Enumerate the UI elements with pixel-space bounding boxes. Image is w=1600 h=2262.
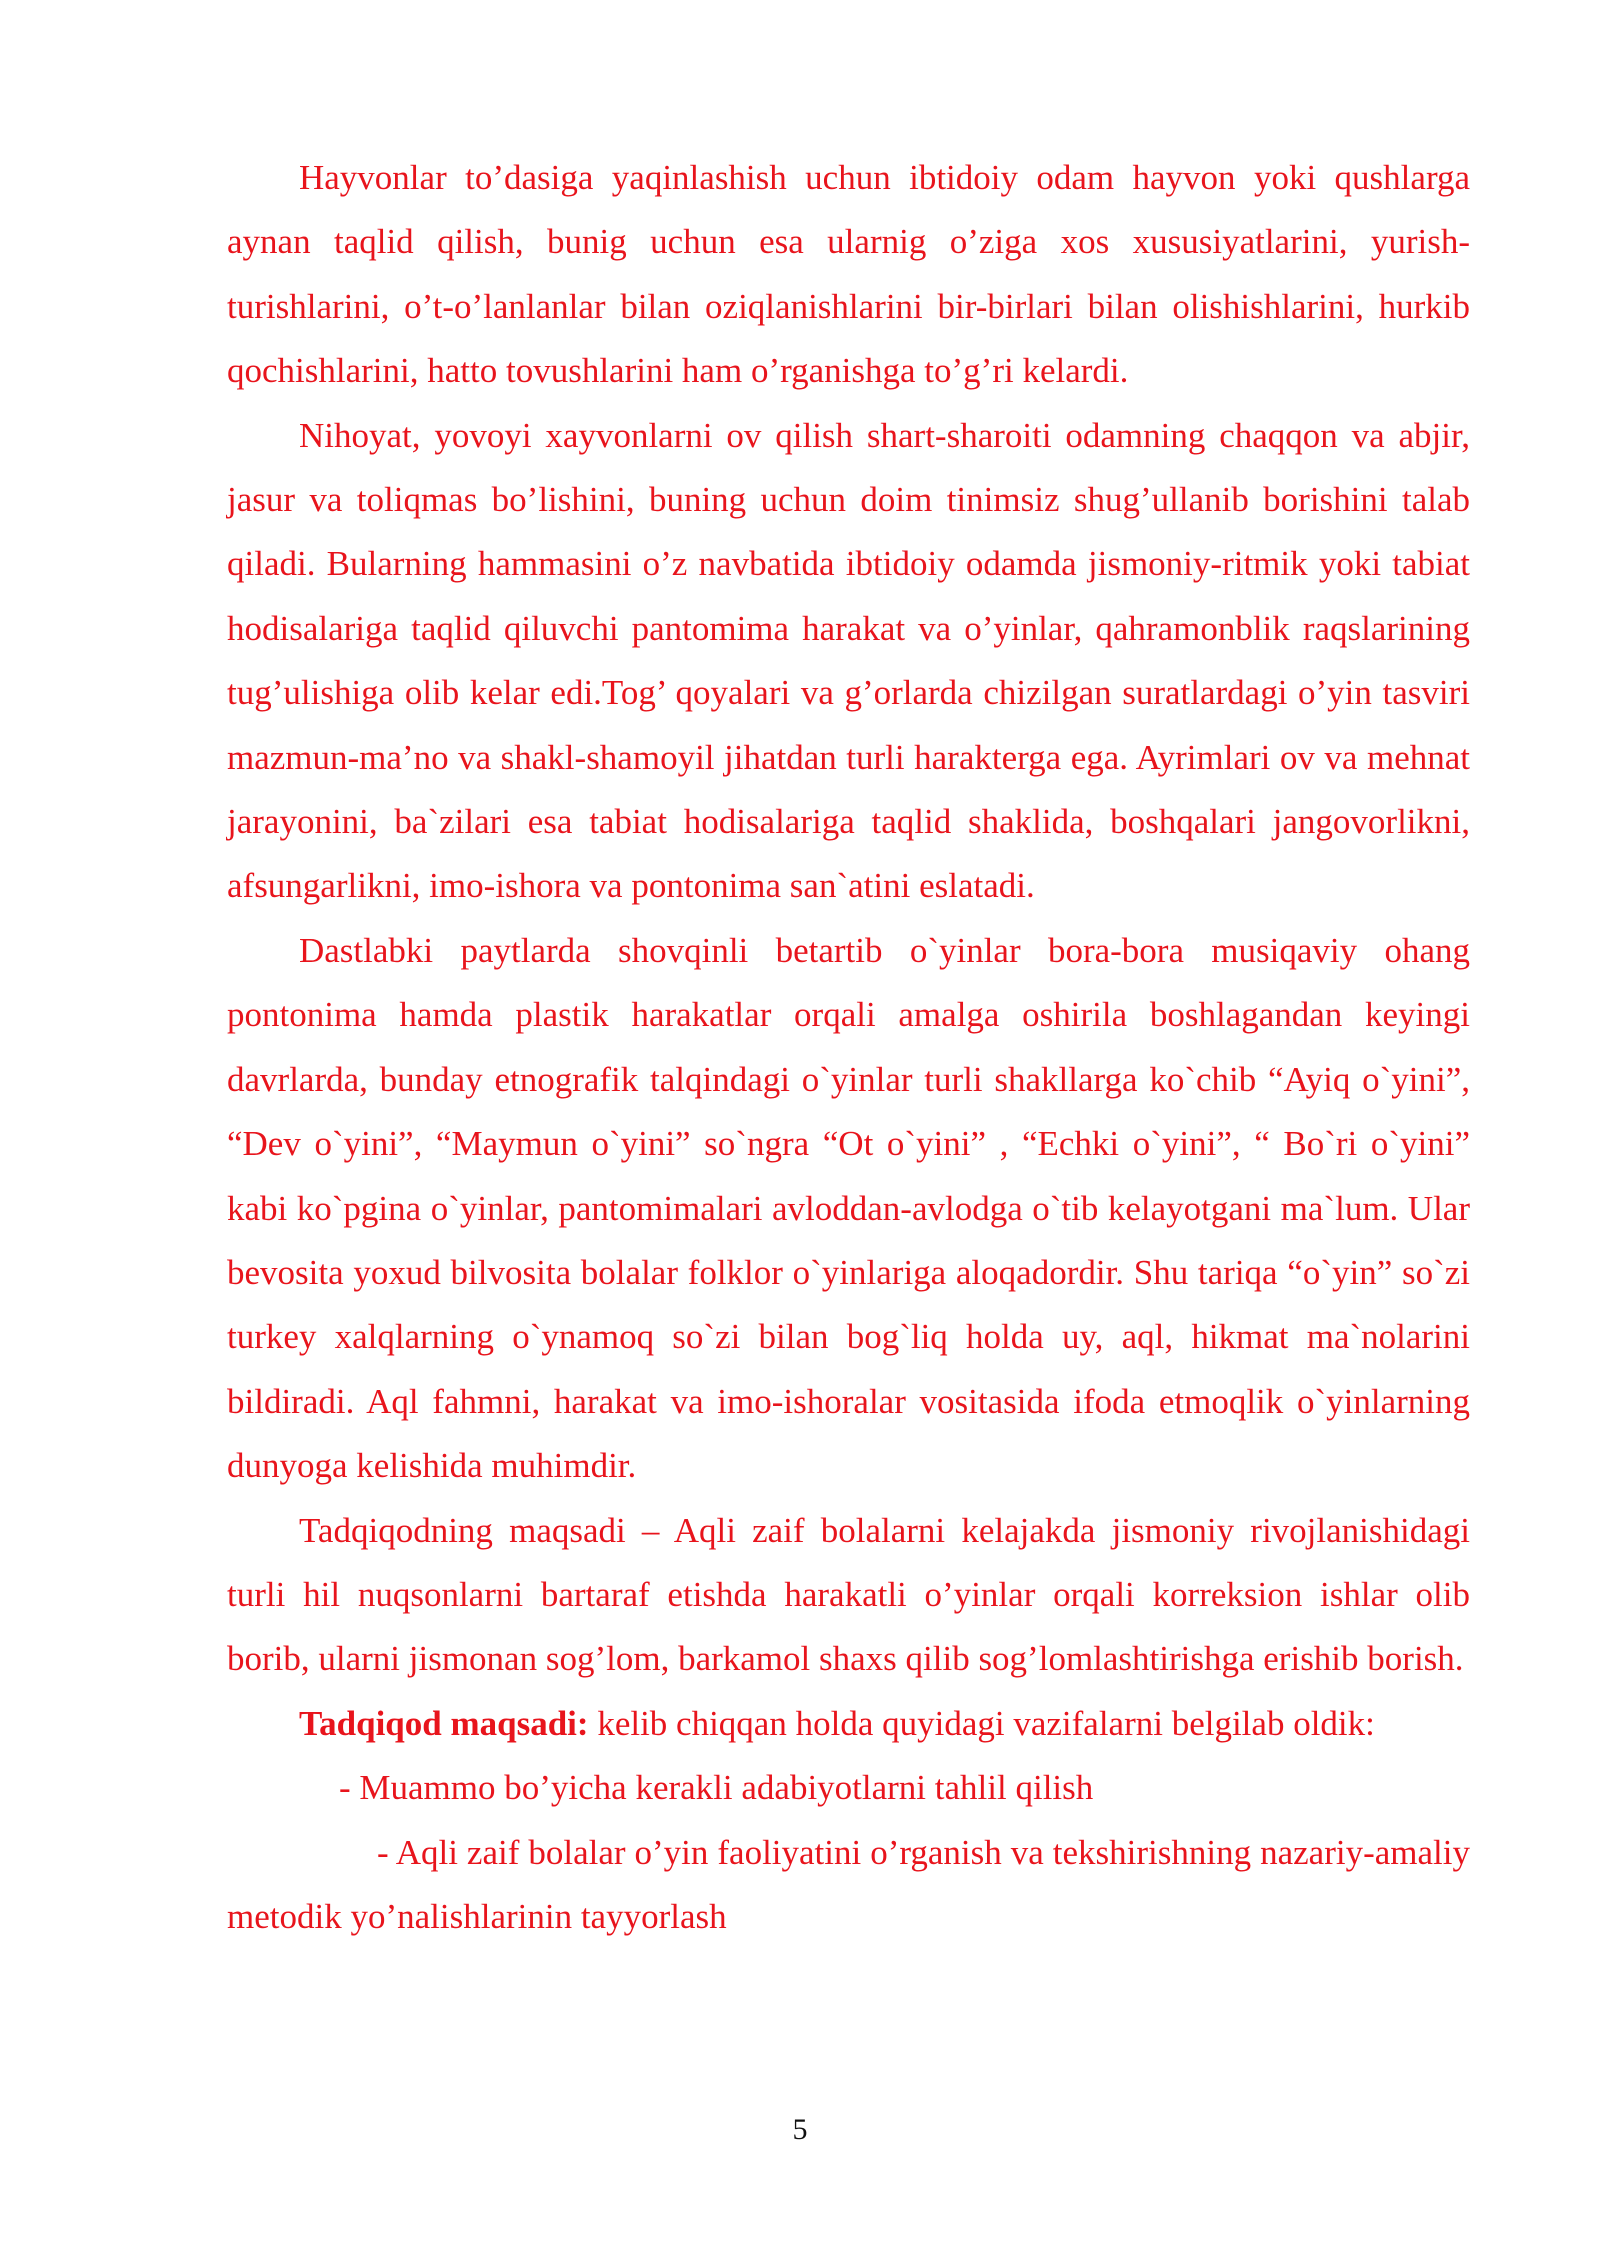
paragraph-2: Nihoyat, yovoyi xayvonlarni ov qilish shart-sharoiti odamning chaqqon va abjir, jasur va toliqmas bo’lishini, buning uchun doim tinimsiz shug’ullanib borishini talab qiladi. Bularning hammasini o’z navbatida ibtidoiy odamda jismoniy-ritmik yoki tabiat hodisalariga taqlid qiluvchi pantomima harakat va o’yinlar, qahramonblik raqslarining tug’ulishiga olib kelar edi.Tog’ qoyalari va g’orlarda chizilgan suratlardagi o’yin tasviri mazmun-ma’no va shakl-shamoyil jihatdan turli harakterga ega. Ayrimlari ov va mehnat jarayonini, ba`zilari esa tabiat hodisalariga taqlid shaklida, boshqalari jangovorlikni, afsungarlikni, imo-ishora va pontonima san`atini eslatadi. [227, 415, 1470, 906]
goal-text: kelib chiqqan holda quyidagi vazifalarni belgilab oldik: [588, 1703, 1375, 1743]
list-item: - Muammo bo’yicha kerakli adabiyotlarni tahlil qilish [339, 1768, 1094, 1808]
list-item: - Aqli zaif bolalar o’yin faoliyatini o’rganish va tekshirishning nazariy-amaliy metodik yo’nalishlarinin tayyorlash [227, 1832, 1470, 1936]
page-body [227, 146, 1470, 1949]
goal-heading: Tadqiqod maqsadi: [299, 1703, 589, 1743]
paragraph-3: Dastlabki paytlarda shovqinli betartib o`yinlar bora-bora musiqaviy ohang pontonima hamda plastik harakatlar orqali amalga oshirila boshlagandan keyingi davrlarda, bunday etnografik talqindagi o`yinlar turli shakllarga ko`chib “Ayiq o`yini”, “Dev o`yini”, “Maymun o`yini” so`ngra “Ot o`yini” , “Echki o`yini”, “ Bo`ri o`yini” kabi ko`pgina o`yinlar, pantomimalari avloddan-avlodga o`tib kelayotgani ma`lum. Ular bevosita yoxud bilvosita bolalar folklor o`yinlariga aloqadordir. Shu tariqa “o`yin” so`zi turkey xalqlarning o`ynamoq so`zi bilan bog`liq holda uy, aql, hikmat ma`nolarini bildiradi. Aql fahmni, harakat va imo-ishoralar vositasida ifoda etmoqlik o`yinlarning dunyoga kelishida muhimdir. [227, 930, 1470, 1486]
goal-line [227, 1692, 1470, 1756]
paragraph-1: Hayvonlar to’dasiga yaqinlashish uchun ibtidoiy odam hayvon yoki qushlarga aynan taqlid qilish, bunig uchun esa ularnig o’ziga xos xususiyatlarini, yurish-turishlarini, o’t-o’lanlanlar bilan oziqlanishlarini bir-birlari bilan olishishlarini, hurkib qochishlarini, hatto tovushlarini ham o’rganishga to’g’ri kelardi. [227, 158, 1470, 391]
paragraph-4: Tadqiqodning maqsadi – Aqli zaif bolalarni kelajakda jismoniy rivojlanishidagi turli hil nuqsonlarni bartaraf etishda harakatli o’yinlar orqali korreksion ishlar olib borib, ularni jismonan sog’lom, barkamol shaxs qilib sog’lomlashtirishga erishib borish. [227, 1510, 1470, 1679]
page-number: 5 [792, 2113, 808, 2146]
